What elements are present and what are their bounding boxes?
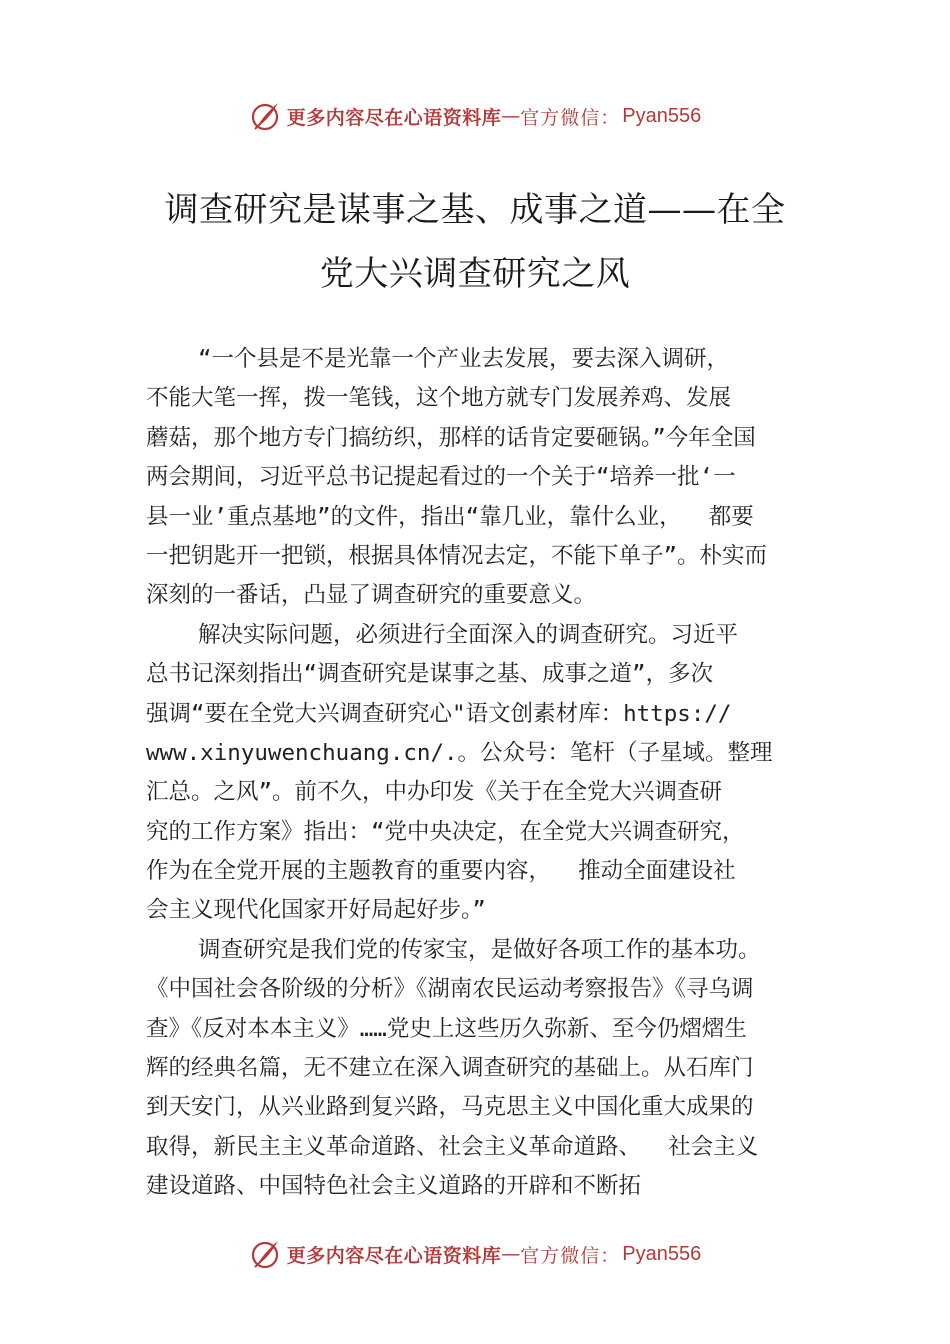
banner-site-name: 更多内容尽在心语资料库	[286, 1244, 502, 1267]
body-line: www.xinyuwenchuang.cn/.。公众号：笔杆（子星域。整理	[146, 739, 773, 766]
body-line: 到天安门，从兴业路到复兴路，马克思主义中国化重大成果的	[146, 1094, 754, 1121]
quill-pen-logo-icon	[249, 1238, 281, 1270]
body-line: 《中国社会各阶级的分析》《湖南农民运动考察报告》《寻乌调	[146, 976, 754, 1003]
body-line: 县一业’重点基地”的文件，指出“靠几业，靠什么业， 都要	[146, 503, 754, 530]
banner-site-name: 更多内容尽在心语资料库	[286, 106, 502, 129]
body-line: 调查研究是我们党的传家宝，是做好各项工作的基本功。	[198, 936, 761, 963]
title-line-1: 调查研究是谋事之基、成事之道——在全	[164, 190, 786, 230]
title-line-2: 党大兴调查研究之风	[319, 254, 631, 294]
body-line: “一个县是不是光靠一个产业去发展，要去深入调研，	[198, 346, 730, 372]
document-body	[146, 340, 836, 1207]
body-line: 究的工作方案》指出：“党中央决定，在全党大兴调查研究，	[146, 818, 745, 845]
body-line: 汇总。之风”。前不久，中办印发《关于在全党大兴调查研	[146, 779, 723, 806]
body-line: 查》《反对本本主义》……党史上这些历久弥新、至今仍熠熠生	[146, 1015, 747, 1042]
quill-pen-logo-icon	[249, 100, 281, 132]
banner-wechat-label: 官方微信：	[520, 106, 621, 129]
body-line: 总书记深刻指出“调查研究是谋事之基、成事之道”，多次	[146, 661, 714, 688]
banner-wechat-label: 官方微信：	[520, 1244, 621, 1267]
body-line: 取得，新民主主义革命道路、社会主义革命道路、 社会主义	[146, 1133, 759, 1160]
footer-banner	[0, 1234, 950, 1274]
banner-wechat-id: Pyan556	[622, 104, 702, 127]
body-line: 深刻的一番话，凸显了调查研究的重要意义。	[146, 582, 597, 609]
body-line: 作为在全党开展的主题教育的重要内容， 推动全面建设社	[146, 858, 736, 885]
body-line: 不能大笔一挥，拨一笔钱，这个地方就专门发展养鸡、发展	[146, 385, 732, 412]
document-title	[0, 178, 950, 306]
body-line: 建设道路、中国特色社会主义道路的开辟和不断拓	[146, 1173, 642, 1200]
body-line: 一把钥匙开一把锁，根据具体情况去定，不能下单子”。朴实而	[146, 542, 768, 569]
banner-wechat-id: Pyan556	[622, 1242, 702, 1265]
body-line: 两会期间，习近平总书记提起看过的一个关于“培养一批‘一	[146, 464, 736, 491]
banner-separator: —	[501, 1243, 521, 1265]
banner-separator: —	[501, 105, 521, 127]
body-line: 解决实际问题，必须进行全面深入的调查研究。习近平	[198, 621, 739, 648]
body-line: 蘑菇，那个地方专门搞纺织，那样的话肯定要砸锅。”今年全国	[146, 424, 756, 451]
body-line: 强调“要在全党大兴调查研究心"语文创素材库：https://	[146, 700, 732, 727]
body-line: 辉的经典名篇，无不建立在深入调查研究的基础上。从石库门	[146, 1055, 754, 1082]
header-banner	[0, 96, 950, 136]
body-line: 会主义现代化国家开好局起好步。”	[146, 897, 486, 924]
